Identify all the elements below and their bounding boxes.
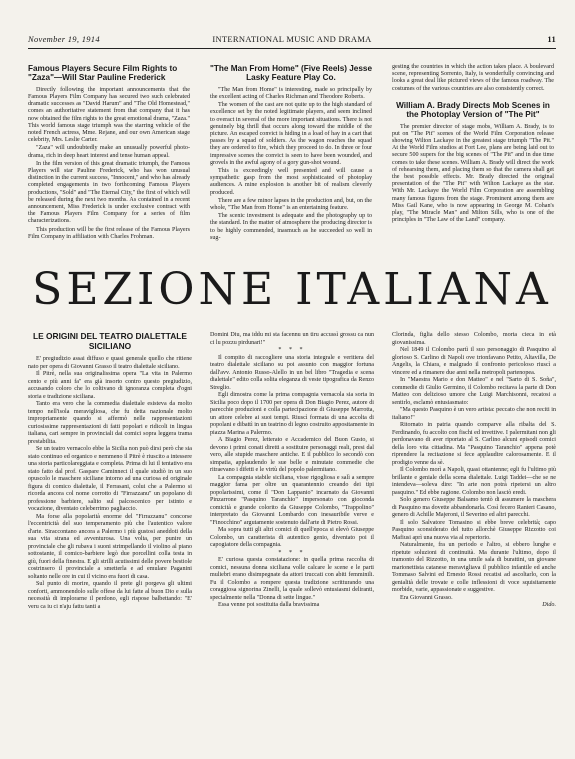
article-paragraph: Il Colombo morì a Napoli, quasi ottantenne; egli fu l'ultimo più brillante e geniale della scena dialettale. Luigi Taddei—che se ne intendeva—soleva dire: "In arte non potrà ripetersi un altro pasquino." Ed ebbe ragione. Colombo non lasciò eredi. xyxy=(392,467,556,496)
article-paragraph: Domini Diu, ma iddu mi sta facennu un tiru accussì grossu ca nun ci lu pozzu pirdunari!" xyxy=(210,332,374,346)
section-divider: * * * xyxy=(278,347,306,353)
top-articles xyxy=(28,64,556,274)
article-paragraph: Il solo Salvatore Tomasino si ebbe breve celebrità; capo Pasquino sconsiderato del tutto allorchè Giuseppe Rizzotto coi Mafiusi aprì una nuova via al repertorio. xyxy=(392,519,556,541)
article-paragraph: The women of the cast are not quite up to the high standard of excellence set by the noted legitimate players, and seem inclined to overact in several of the more important situations. There is not genuinely big thrill that occurs along toward the middle of the picture. An escaped convict is hiding in a load of hay in a cart that passes by a squad of soldiers. As the wagon reaches the squad they are ordered to fire, which they proceed to do. In three or four impressive scenes the convict is seen to have been wounded, and grovels in the awful agony of a gory gun-shot wound. xyxy=(210,102,372,166)
page-number: 11 xyxy=(547,34,556,44)
section-title: SEZIONE ITALIANA xyxy=(32,264,552,315)
article-paragraph: Ritornato in patria quando comparve alla ribalta del S. Ferdinando, fu accolto con fischi ed invettive. I palermitani non gli perdonavano di aver riportato al S. Carlino alcuni episodi comici della loro vita cittadina. Ma "Pasquino Taranchio" appena potè riprendere la recitazione si fece applaudire calorosamente. E il prodigio venne da sè. xyxy=(392,422,556,466)
article-paragraph: Nel 1849 il Colombo partì il suo personaggio di Pasquino al glorioso S. Carlino di Napoli ove trionfavano Petito, Altavilla, De Angelis, la Chiara, e malgrado il confronto pericoloso riuscì a vincere ed a rimanere due anni nella metropoli partenopea. xyxy=(392,347,556,376)
article-paragraph: Se un teatro vernacolo ebbe la Sicilia non può dirsi però che sia stato continuo ed organico e nemmeno il Pitrè è riuscito a intessere una storia particolareggiata e completa. Prima di lui il tentativo era stato fatto dal prof. Gaspare Caminneci il quale studiò in un suo opuscolo le maschere siciliane intorno ad una curiosa ed originale figura di comico dialettale, il Ferrasani, colui che a Palermo si ricorda ancora col nome corrotto di "Firrazzanu" un popolano di professione barbiere, salito sul palcoscenico per istinto e vocazione, diventato celeberrimo pagliaccio. xyxy=(28,446,192,513)
article-headline: William A. Brady Directs Mob Scenes in the Photoplay Version of "The Pit" xyxy=(396,100,550,120)
author-signature: Dido. xyxy=(542,602,556,608)
article-paragraph: Naturalmente, fra un periodo e l'altro, si ebbero lunghe e ripetute soluzioni di continuità. Ma durante l'ultimo, dopo il tramonto del Rizzotto, in una umile sala di burattini, un giovane marionettista catanese meravigliava il pubblico infantile ed anche Tommaso Salvini ed Ernesto Rossi recatisi ad ascoltarlo, con la genialità delle trovate e colle inflessioni di voce squisitamente morbide, varie, appassionate e suggestive. xyxy=(392,542,556,593)
italian-column-1 xyxy=(28,332,192,611)
article-paragraph: The premier director of stage mobs, William A. Brady, is to put on "The Pit" scenes of the World Film Corporation release showing Wilton Lackaye in the greatest stage triumph "The Pit." At the World Film studios at Fort Lee, plans are being laid out to secure 500 supers for the big scenes of "The Pit" and in due time comes to take these scenes. William A. Brady will direct the work of rehearsing them, and placing them so that the camera shall get the best possible effects. Mr. Brady directed the original presentation of the "The Pit" with Wilton Lackaye as the star. With Mr. Lackaye the World Film Corporation are assembling many famous figures from the stage. Prominent among them are Miss Gail Kane, who is now appearing in George M. Cohan's play, "The Miracle Man" and Milton Sills, who is one of the principles in "The Law of the Land" company. xyxy=(392,123,554,224)
article-closing: Era Giovanni Grasso. xyxy=(400,594,453,601)
article-paragraph: Ma sopra tutti gli altri comici di quell'epoca si elevò Giuseppe Colombo, un caratterista di autentico genio, diventato poi il capogiatore della compagnia. xyxy=(210,527,374,548)
article-paragraph: The scenic investment is adequate and the photography up to the standard. In the matter of atmosphere the producing director is to be highly commended, inasmuch as he succeeded so well in sug- xyxy=(210,213,372,241)
article-paragraph: Il Pitrè, nella sua originalissima opera "La vita in Palermo cento e più anni fa" era già insorto contro questo pregiudizio, accusando coloro che lo coltivano di ignoranza completa d'ogni storia e tradizione siciliana. xyxy=(28,371,192,400)
article-paragraph: Clorinda, figlia dello stesso Colombo, morta cieca in età giovanissima. xyxy=(392,332,556,346)
article-paragraph: Solo genero Giuseppe Balsamo tentò di assumere la maschera di Pasquino ma dovette abbandonarla. Così fecero Ranieri Casano, genero di Achille Majeroni, il Severino ed altri parecchi. xyxy=(392,497,556,518)
italian-section xyxy=(28,332,556,750)
article-paragraph: This production will be the first release of the Famous Players Film Company in affiliation with Charles Frohman. xyxy=(28,226,190,240)
article-paragraph: There are a few minor lapses in the production and, but, on the whole, "The Man from Home" is an entertaining feature. xyxy=(210,197,372,212)
article-paragraph: A Biagio Perez, letterato e Accademico del Buon Gusto, si devono i primi conati diretti a sostituire personaggi reali, presi dal vero, alle stupide maschere antiche. E il pubblico lo secondò con simpatia, applaudendo le sue belle e minutate commedie che ritraevano i difetti e le virtù del popolo palermitano. xyxy=(210,437,374,473)
page-header xyxy=(28,34,556,49)
article-paragraph: Il compito di raccogliere una storia integrale e veritiera del teatro dialettale siciliano su poi assunto con maggior fortuna dall'avv. Antonio Russo-Alello in un bel libro "Tragedia e scena dialettale" edito colla solita eleganza di veste tipografica da Renzo Streglio. xyxy=(210,354,374,391)
section-divider: * * * xyxy=(278,549,306,556)
article-paragraph: E' curiosa questa constatazione: in quella prima raccolta di comici, nessuna donna siciliana volle calcare le scene e le parti muliebri erano disimpegnate da attori truccati con abiti femminili. Fu il Colombo a rompere questa tradizione scritturando una coraggiosa signorina Zinelli, la quale sollevò entusiasmi deliranti, specialmente nella "Donna di sette lingue." xyxy=(210,557,374,601)
article-headline: LE ORIGINI DEL TEATRO DIALETTALE SICILIANO xyxy=(32,331,187,351)
article-the-pit xyxy=(392,64,554,225)
article-paragraph: In the film version of this great dramatic triumph, the Famous Players will star Pauline Frederick, who has won unusual distinction in the current success, "Innocent," and who has already completed engagements in two forthcoming Famous Players productions, "Sold" and "The Eternal City," the first of which will be released during the next two months. As contained in a recent announcement, Miss Frederick is under exclusive contract with the Famous Players Film Company for a series of film characterizations. xyxy=(28,160,190,225)
article-paragraph: Sul punto di morire, quando il prete gli porgeva gli ultimi conforti, ammonendolo sulle offese da lui fatte al buon Dio e sulla necessità di implorarne il perdono, egli rispose balbettando: "E' veru ca iu ci n'aju fattu tanti a xyxy=(28,581,192,610)
issue-date: November 19, 1914 xyxy=(28,34,100,44)
newspaper-page xyxy=(28,20,556,750)
italian-column-2 xyxy=(210,332,374,610)
article-paragraph: This is exceedingly well presented and will cause a sympathetic gasp from the most sophisticated of photoplay audiences. A mine explosion is another bit of realism cleverly produced. xyxy=(210,168,372,196)
article-paragraph: Tanto era vero che la commedia dialettale esisteva da molto tempo nell'isola meravigliosa, che fu detta nazionale molto impropriamente quando si affermò nelle rappresentazioni curiosissime rappresentazioni di fatti popolari e ridicoli in lingua italiana, cari sempre in provinciali dai comici sopra leggera trama prestabilita. xyxy=(28,401,192,445)
article-headline: Famous Players Secure Film Rights to "Zaza"—Will Star Pauline Frederick xyxy=(28,64,178,83)
article-paragraph: E' pregiudizio assai diffuso e quasi generale quello che ritiene nato per opera di Giovanni Grasso il teatro dialettale siciliano. xyxy=(28,356,192,370)
article-paragraph: "The Man from Home" is interesting, made so principally by the excellent acting of Charles Richman and Theodore Roberts. xyxy=(210,86,372,101)
article-paragraph: In "Maestra Mario e don Matteo" e nel "Sarto di S. Soña", commedie di Giulio Germino, il Colombo recitava la parte di Don Matteo con delizioso umore che Luigi Marchisonni, recatosi a sentirlo, esclamò entusiasmato: xyxy=(392,377,556,406)
article-man-from-home xyxy=(210,64,372,243)
article-headline: "The Man From Home" (Five Reels) Jesse Lasky Feature Play Co. xyxy=(210,64,373,83)
article-zaza xyxy=(28,64,190,242)
article-paragraph: Ma forse alla popolarità enorme del "Firrazzanu" concorse l'eccentricità del suo temperamento più che l'autentico valore d'arte. Siraccontano ancora a Palermo i più gustosi aneddoti della sua vita strana ed avventurosa. Una volta, per punire un provinciale che gli rubava i suoni strimpellando il violino al piano sottostante, il comico-barbiere legò due porcellini colla testa in giù, fuori della finestra. E gli strilli acutissimi delle povere bestiole costrinsero il provinciale a smetterla e ad emulare Paganini soltanto nelle ore in cui il vicino era fuori di casa. xyxy=(28,513,192,580)
article-paragraph: Directly following the important announcements that the Famous Players Film Company has secured two such celebrated dramatic successes as "David Harum" and "The Old Homestead," comes an authoritative statement from that company that it has now obtained the film rights to the great emotional drama, "Zaza." This world famous stage triumph was the starring vehicle of the noted French actress, Mme. Rejane, and our own American stage celebrity, Mrs. Leslie Carter. xyxy=(28,86,191,144)
article-continuation: gesting the countries in which the action takes place. A boulevard scene, representing Sorrento, Italy, is wonderfully convincing and looks a great deal like pictured views of the famous roadway. The costumes of the various countries are also consistently correct. xyxy=(392,64,554,92)
article-paragraph: La compagnia stabile siciliana, visse rigogliosa e salì a sempre maggior fama per oltre un quarantennio creando dei tipi popolarissimi, come il "Don Lappanio" incarnato da Giovanni Pinzarrone "Pasquino Taranchio" impersonato con gioconda comicità e grande colorito da Giuseppe Colombo, "Trappolino" interpretato da Giovanni Lombardo con inesauribile verve e "Finocchino" argutamente sostenuto dall'arte di Pietro Rossi. xyxy=(210,474,374,526)
article-paragraph: Essa venne poi sostituita dalla bravissima xyxy=(218,602,320,608)
article-paragraph: "Ma questo Pasquino è un vero artista: peccato che non reciti in italiano!" xyxy=(392,407,556,421)
article-paragraph: Egli dimostra come la prima compagnia vernacola sia sorta in Sicilia poco dopo il 1700 per opera di Don Biagio Perez, autore di parecchie produzioni e colla partecipazione di Giuseppe Marrotta, un attore celebre ai suoi tempi. Riuscì formata di una accolta di popolani e dibattì in un teatrino di legno costruito appositamente in piazza Marina a Palermo. xyxy=(210,392,374,436)
italian-column-3 xyxy=(392,332,556,610)
publication-title: INTERNATIONAL MUSIC AND DRAMA xyxy=(212,34,372,44)
article-paragraph: "Zaza" will undoubtedly make an unusually powerful photo-drama, rich in deep heart interest and tense human appeal. xyxy=(28,145,190,159)
